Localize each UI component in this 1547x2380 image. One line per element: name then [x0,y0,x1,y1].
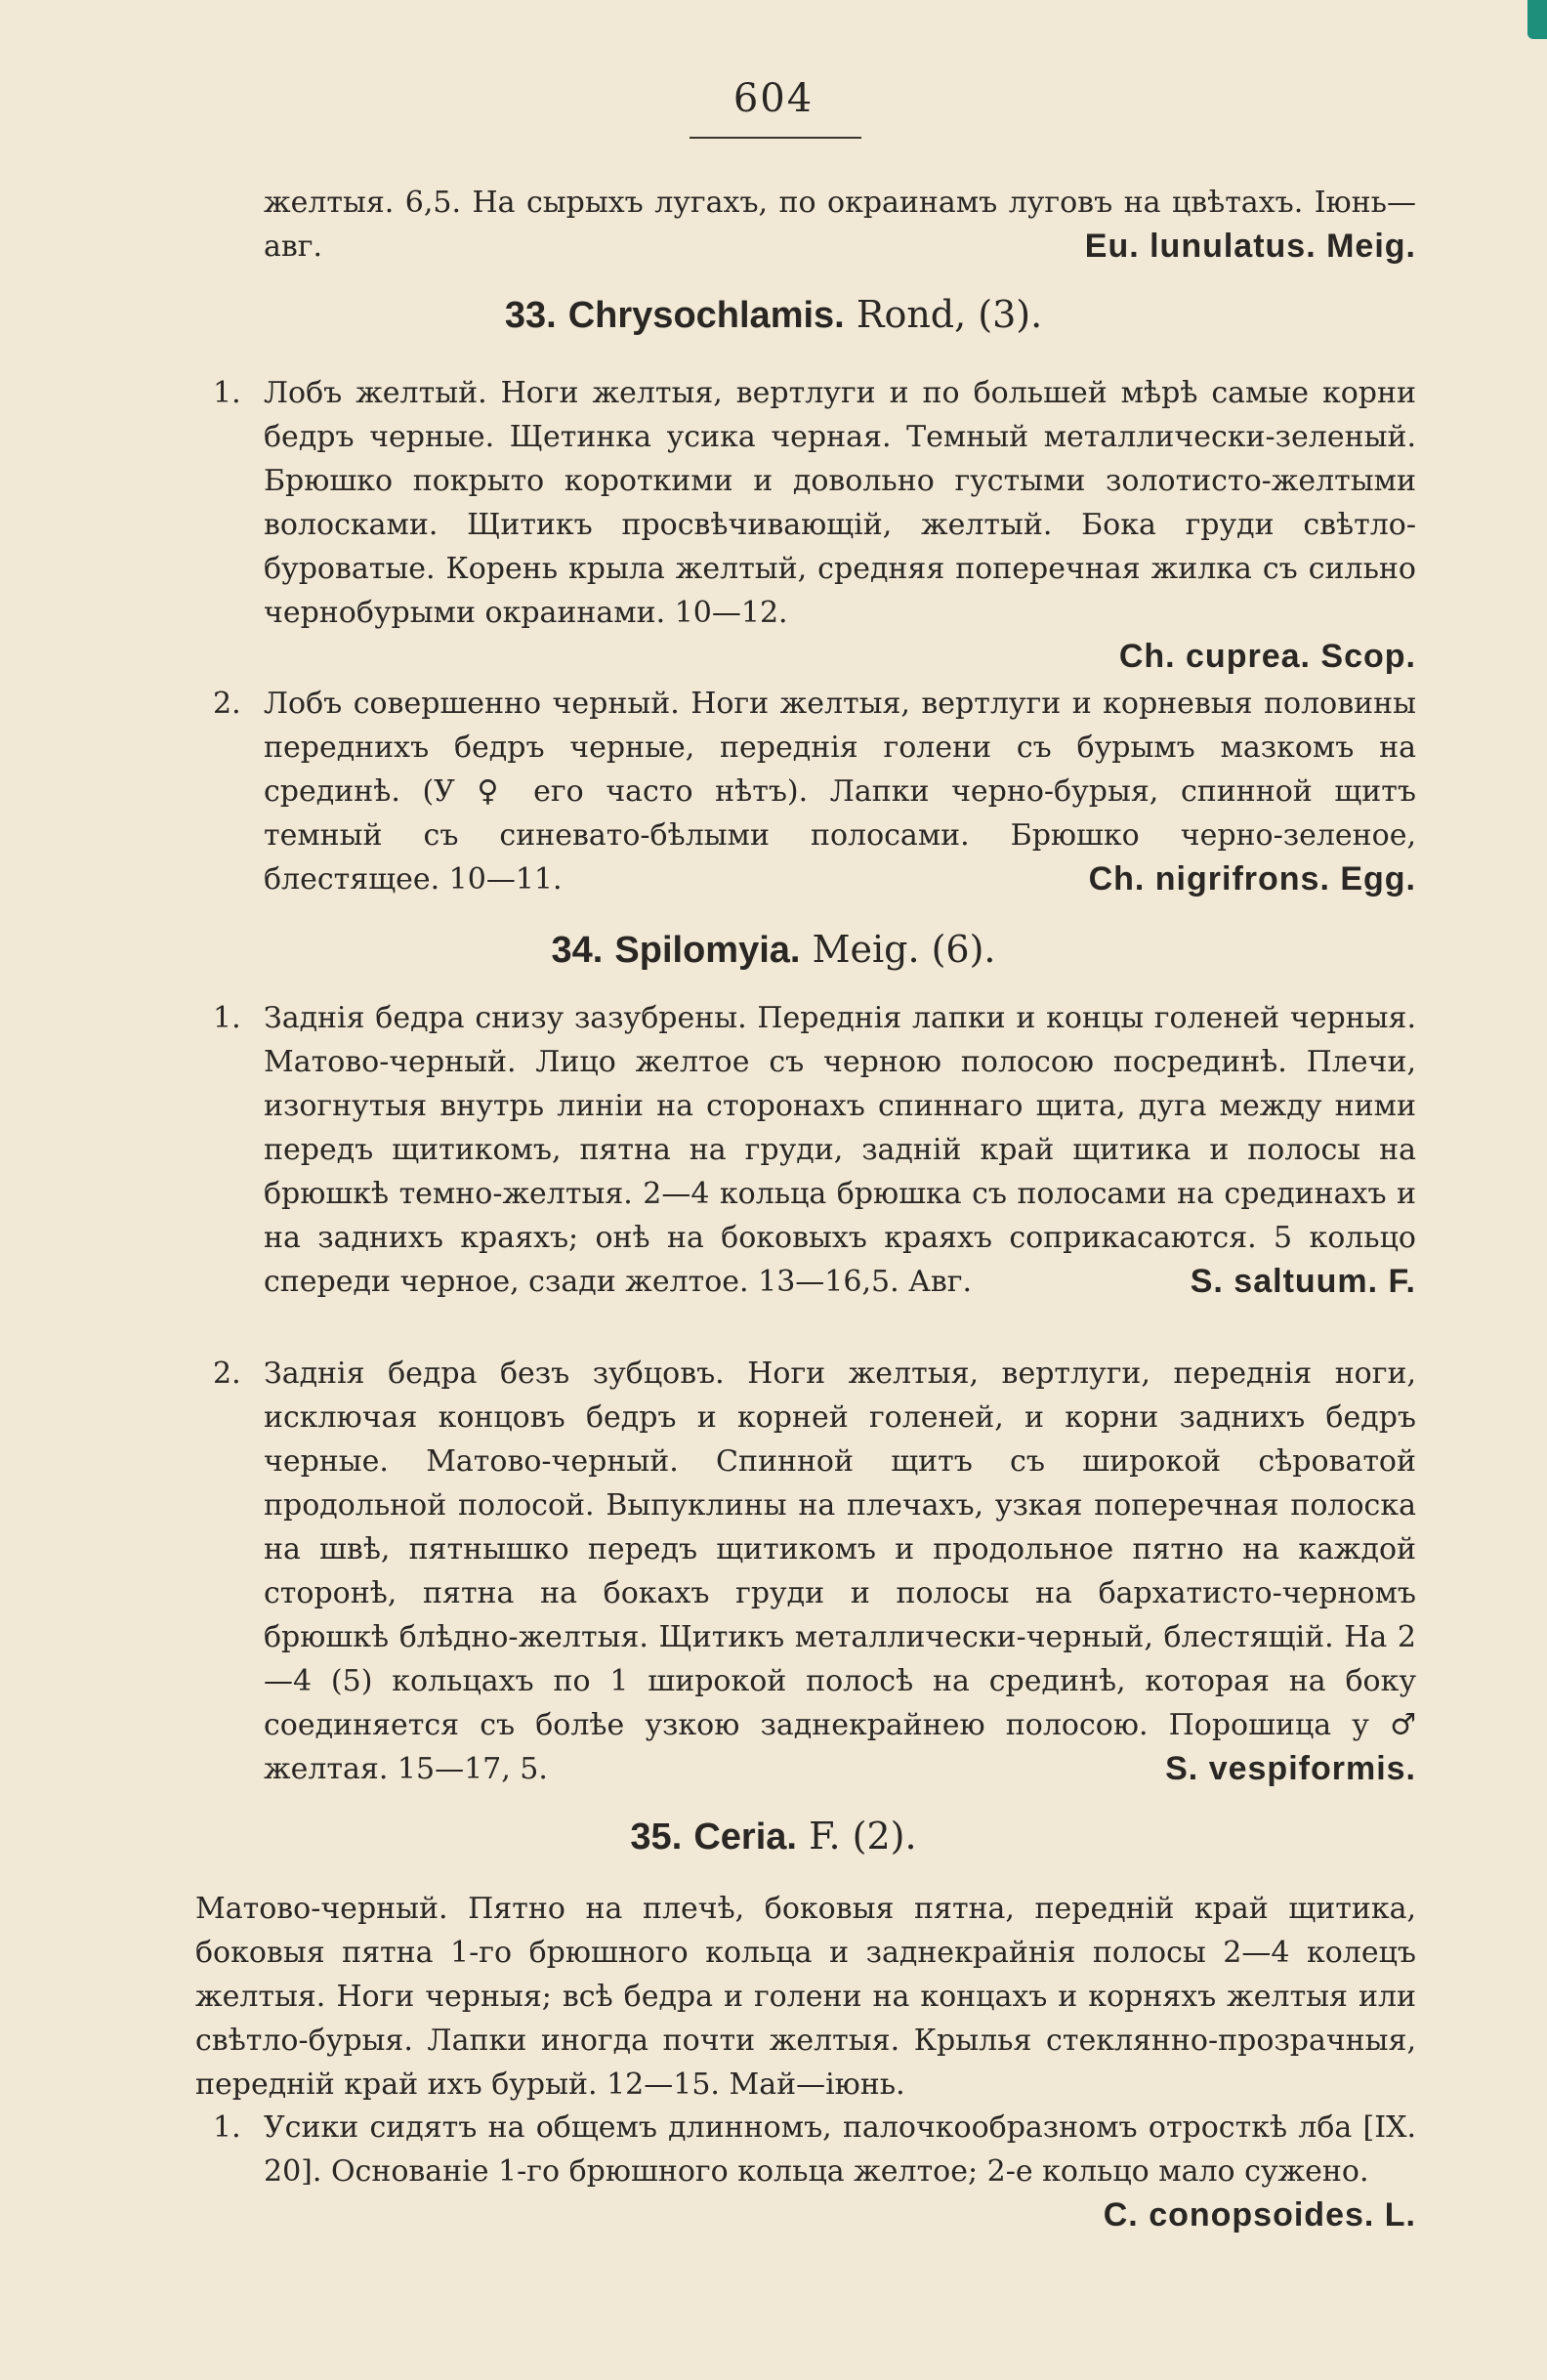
item-number: 1. [213,376,241,410]
item-text: Заднія бедра снизу зазубрены. Переднія лапки и концы голеней черныя. Матово-черный. Лицо желтое съ черною полосою посрединѣ. Плечи, изогнутыя внутрь линіи на сторонахъ спиннаго щита, дуга между ними передъ щитикомъ, пятна на груди, задній край щитика и полосы на брюшкѣ темно-желтыя. 2—4 кольца брюшка съ полосами на срединахъ и на заднихъ краяхъ; онѣ на боковыхъ краяхъ соприкасаются. 5 кольцо спереди черное, сзади желтое. 13—16,5. Авг. [264,1001,1416,1299]
key-item [213,1352,1416,1791]
species-name: Ch. nigrifrons. Egg. [1088,860,1416,898]
genus-heading-35 [0,1815,1547,1858]
item-text: Лобъ желтый. Ноги желтыя, вертлуги и по большей мѣрѣ самые корни бедръ черные. Щетинка усика черная. Темный металлически-зеленый. Брюшко покрыто короткими и довольно густыми золотисто-желтыми волосками. Щитикъ просвѣчивающій, желтый. Бока груди свѣтло-буроватые. Корень крыла желтый, средняя поперечная жилка съ сильно чернобурыми окраинами. 10—12. [264,376,1416,630]
key-item [213,682,1416,901]
item-number: 1. [213,2110,241,2145]
intro-paragraph [264,181,1416,269]
genus-number: 34. [551,930,604,971]
genus-author: Rond, (3). [856,293,1043,336]
genus-number: 35. [630,1816,683,1858]
item-number: 2. [213,1357,241,1391]
intro-text: желтыя. 6,5. На сырыхъ лугахъ, по окраинамъ луговъ на цвѣтахъ. Іюнь—авг. [264,186,1416,264]
genus-description: Матово-черный. Пятно на плечѣ, боковыя пятна, передній край щитика, боковыя пятна 1-го брюшного кольца и заднекрайнія полосы 2—4 колецъ желтыя. Ноги черныя; всѣ бедра и голени на концахъ и корняхъ желтыя или свѣтло-бурыя. Лапки иногда почти желтыя. Крылья стеклянно-прозрачныя, передній край ихъ бурый. 12—15. Май—іюнь. [195,1892,1416,2102]
genus-author: F. (2). [809,1815,917,1858]
genus-heading-33 [0,293,1547,337]
item-text: Усики сидятъ на общемъ длинномъ, палочкообразномъ отросткѣ лба [IX. 20]. Основаніе 1-го брюшного кольца желтое; 2-е кольцо мало сужено. [264,2110,1416,2189]
species-name: C. conopsoides. L. [1103,2196,1416,2234]
header-rule [690,137,861,139]
genus-author: Meig. (6). [812,928,996,971]
genus-name: Spilomyia. [614,930,801,971]
genus-number: 33. [504,295,557,336]
species-name: S. saltuum. F. [1190,1263,1416,1300]
species-name: Eu. lunulatus. Meig. [1084,228,1416,265]
item-text: Лобъ совершенно черный. Ноги желтыя, вертлуги и корневыя половины переднихъ бедръ черные, переднія голени съ бурымъ мазкомъ на срединѣ. (У ♀ его часто нѣтъ). Лапки черно-бурыя, спинной щитъ темный съ синевато-бѣлыми полосами. Брюшко черно-зеленое, блестящее. 10—11. [264,687,1416,897]
key-item [213,996,1416,1304]
key-item [213,371,1416,680]
genus-name: Chrysochlamis. [567,295,845,336]
genus-name: Ceria. [693,1816,797,1858]
edge-stain [1527,0,1547,39]
page-number: 604 [732,76,815,121]
species-name: S. vespiformis. [1165,1750,1416,1787]
key-item [213,2106,1416,2237]
species-name: Ch. cuprea. Scop. [1118,638,1416,675]
item-text: Заднія бедра безъ зубцовъ. Ноги желтыя, вертлуги, переднія ноги, исключая концовъ бедръ и корней голеней, и корни заднихъ бедръ черные. Матово-черный. Спинной щитъ съ широкой сѣроватой продольной полосой. Выпуклины на плечахъ, узкая поперечная полоска на швѣ, пятнышко передъ щитикомъ и продольное пятно на каждой сторонѣ, пятна на бокахъ груди и полосы на бархатисто-черномъ брюшкѣ блѣдно-желтыя. Щитикъ металлически-черный, блестящій. На 2—4 (5) кольцахъ по 1 широкой полосѣ на срединѣ, которая на боку соединяется съ болѣе узкою заднекрайнею полосою. Порошица у ♂ желтая. 15—17, 5. [264,1357,1416,1786]
genus-heading-34 [0,928,1547,972]
item-number: 1. [213,1001,241,1035]
item-number: 2. [213,687,241,721]
